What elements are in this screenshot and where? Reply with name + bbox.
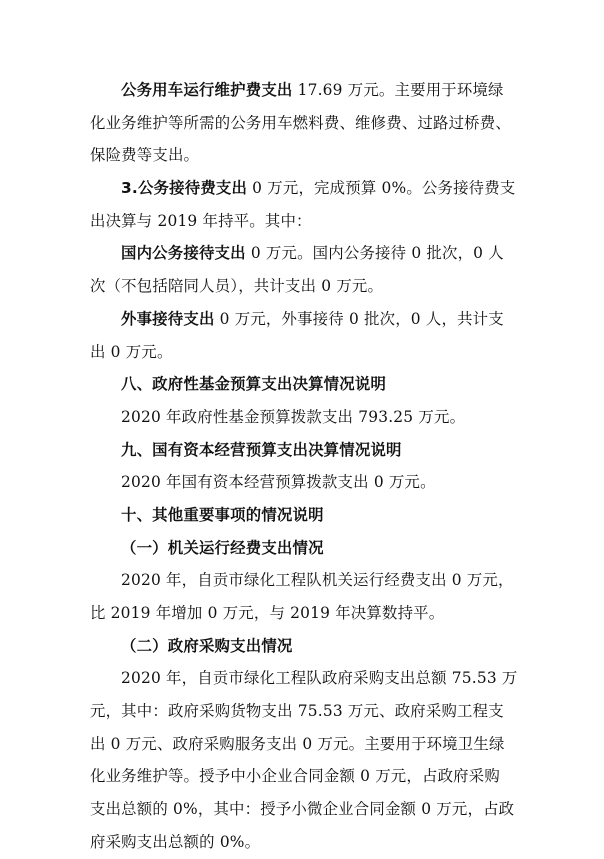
paragraph-line [90,237,520,270]
subsection-heading-1: （一）机关运行经费支出情况 [121,538,324,557]
paragraph-line: 2020 年，自贡市绿化工程队政府采购支出总额 75.53 万 [121,669,518,688]
section-heading-9: 九、国有资本经营预算支出决算情况说明 [121,440,402,459]
paragraph-line: 比 2019 年增加 0 万元，与 2019 年决算数持平。 [90,604,445,622]
bold-lead-foreign: 外事接待支出 [121,309,215,328]
paragraph-text: 0 万元。国内公务接待 0 批次，0 人 [245,244,504,263]
document-body [90,74,520,859]
paragraph-line: 出 0 万元。 [90,342,173,361]
paragraph-line: 2020 年政府性基金预算拨款支出 793.25 万元。 [121,407,466,426]
bold-lead-domestic: 国内公务接待支出 [121,244,246,263]
paragraph-text: 17.69 万元。主要用于环境绿 [292,81,504,99]
paragraph-line: 化业务维护等。授予中小企业合同金额 0 万元，占政府采购 [90,767,500,786]
paragraph-line: 保险费等支出。 [90,146,200,165]
paragraph-line: 支出总额的 0%，其中：授予小微企业合同金额 0 万元，占政 [90,800,515,819]
paragraph-text: 0 万元，外事接待 0 批次，0 人，共计支 [214,309,504,328]
section-heading-8: 八、政府性基金预算支出决算情况说明 [121,375,387,394]
paragraph-line: 出 0 万元、政府采购服务支出 0 万元。主要用于环境卫生绿 [90,734,505,753]
paragraph-line [90,74,520,107]
paragraph-line: 2020 年国有资本经营预算拨款支出 0 万元。 [121,473,436,492]
section-heading-10: 十、其他重要事项的情况说明 [121,505,324,524]
paragraph-line: 元，其中：政府采购货物支出 75.53 万元、政府采购工程支 [90,702,504,721]
paragraph-line [90,172,520,205]
paragraph-line: 化业务维护等所需的公务用车燃料费、维修费、过路过桥费、 [90,113,511,132]
bold-lead-vehicle: 公务用车运行维护费支出 [121,81,293,99]
paragraph-text: 0 万元，完成预算 0%。公务接待费支 [247,179,516,198]
bold-lead-reception: 3.公务接待费支出 [121,179,248,198]
paragraph-line: 次（不包括陪同人员），共计支出 0 万元。 [90,277,384,296]
paragraph-line: 出决算与 2019 年持平。其中： [90,211,312,230]
paragraph-line: 2020 年，自贡市绿化工程队机关运行经费支出 0 万元， [121,571,514,590]
paragraph-line [90,303,520,336]
subsection-heading-2: （二）政府采购支出情况 [121,636,293,655]
paragraph-line: 府采购支出总额的 0%。 [90,832,261,851]
